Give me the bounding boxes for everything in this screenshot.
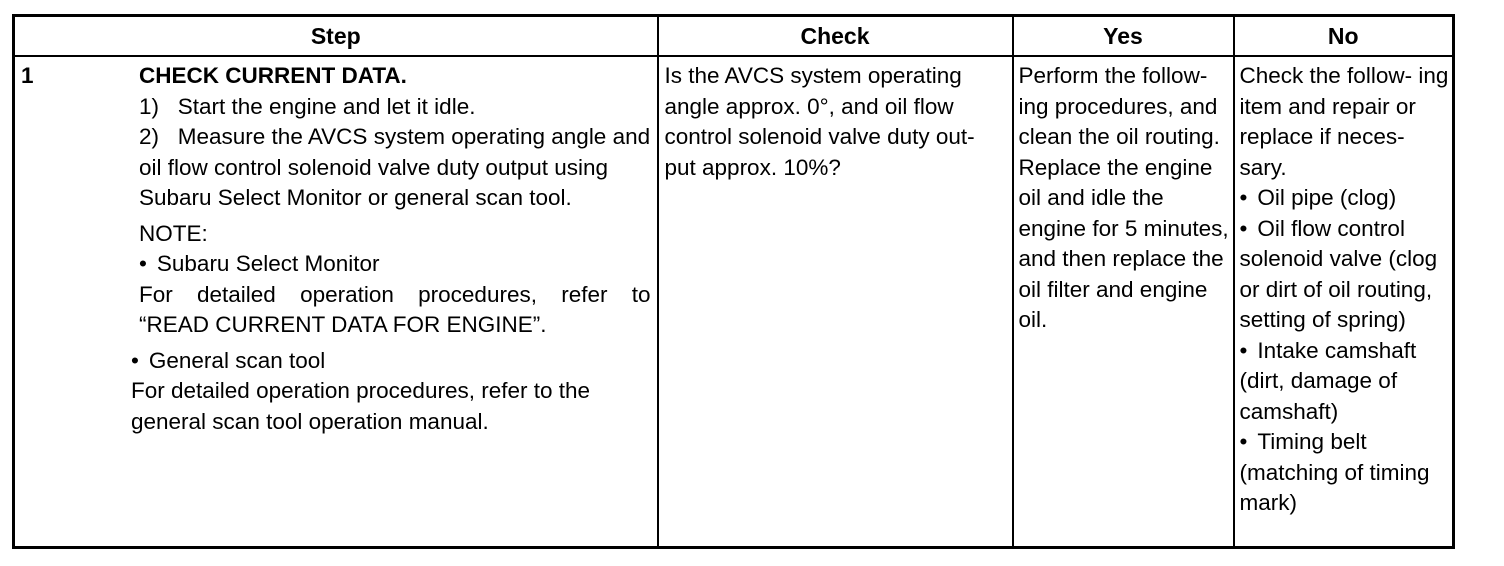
step-body — [15, 57, 657, 437]
bullet1-reference: “READ CURRENT DATA FOR ENGINE”. — [139, 312, 547, 337]
step-number: 1 — [21, 63, 34, 88]
header-yes: Yes — [1013, 16, 1234, 57]
note-label: NOTE: — [139, 220, 208, 246]
check-cell: Is the AVCS system operating angle approx. 0°, and oil flow control solenoid valve duty out- put approx. 10%? — [658, 56, 1013, 548]
bullet-general-scan-tool: • General scan tool — [131, 346, 651, 377]
bullet2-text: For detailed operation procedures, refer to the general scan tool operation manual. — [131, 378, 591, 434]
step-title: CHECK CURRENT DATA. — [139, 63, 407, 88]
substep-2: 2) Measure the AVCS system operating angle and oil flow control solenoid valve duty output using Subaru Select Monitor or general scan tool. — [139, 124, 651, 210]
no-intro: Check the follow- ing item and repair or replace if neces- sary. — [1239, 63, 1449, 180]
procedure-table — [12, 14, 1455, 549]
no-item-timing-belt: • Timing belt (matching of timing mark) — [1240, 427, 1450, 519]
no-item-intake-camshaft: • Intake camshaft (dirt, damage of camshaft) — [1240, 336, 1450, 428]
no-cell — [1234, 56, 1454, 548]
step-cell — [14, 56, 658, 548]
substep-1: 1) Start the engine and let it idle. — [139, 93, 476, 119]
no-item-solenoid-valve: • Oil flow control solenoid valve (clog or dirt of oil routing, setting of spring) — [1240, 214, 1450, 336]
header-row — [14, 16, 1454, 57]
yes-cell: Perform the follow- ing procedures, and clean the oil routing. Replace the engine oil and idle the engine for 5 minutes, and then replace the oil filter and engine oil. — [1013, 56, 1234, 548]
no-item-oil-pipe: • Oil pipe (clog) — [1240, 183, 1450, 214]
bullet1-text-line: For detailed operation procedures, refer to — [139, 281, 651, 307]
header-step: Step — [14, 16, 658, 57]
header-check: Check — [658, 16, 1013, 57]
header-no: No — [1234, 16, 1454, 57]
bullet-subaru-select-monitor: • Subaru Select Monitor — [139, 249, 651, 280]
table-row — [14, 56, 1454, 548]
